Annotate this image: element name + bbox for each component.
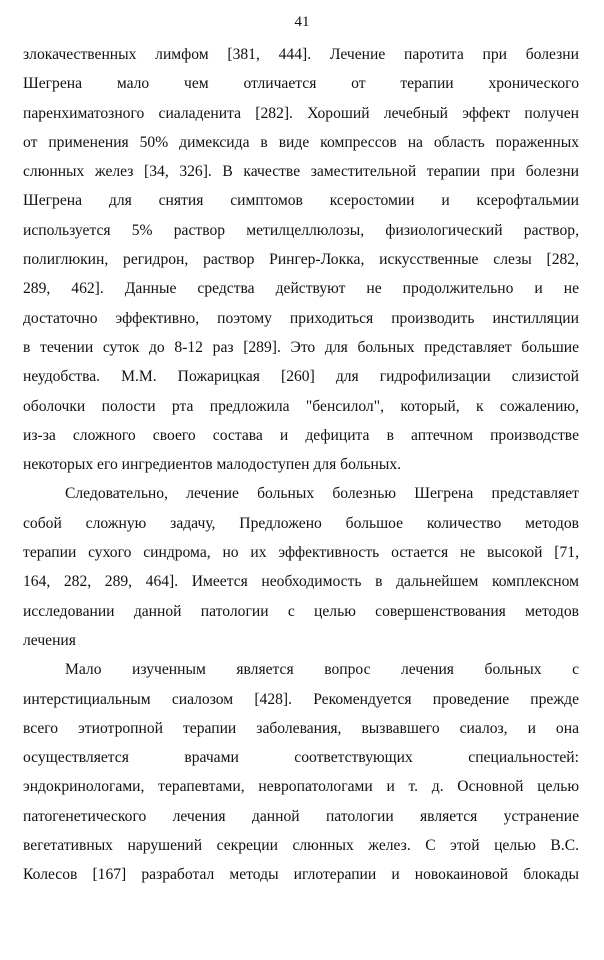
text-line: собой сложную задачу, Предложено большое количество методов (23, 514, 579, 532)
body-text (23, 40, 579, 890)
text-line: вегетативных нарушений секреции слюнных желез. С этой целью В.С. (23, 837, 579, 855)
text-line: в течении суток до 8-12 раз [289]. Это для больных представляет большие (23, 338, 579, 356)
text-line: используется 5% раствор метилцеллюлозы, физиологический раствор, (23, 221, 579, 239)
text-line: от применения 50% димексида в виде компрессов на область пораженных (23, 133, 579, 151)
text-line: осуществляется врачами соответствующих специальностей: (23, 749, 579, 767)
text-line: Шегрена для снятия симптомов ксеростомии и ксерофтальмии (23, 192, 579, 210)
text-line: из-за сложного своего состава и дефицита в аптечном производстве (23, 426, 579, 444)
text-line: патогенетического лечения данной патологии является устранение (23, 807, 579, 825)
text-line: Колесов [167] разработал методы иглотерапии и новокаиновой блокады (23, 866, 579, 884)
text-line: терапии сухого синдрома, но их эффективность остается не высокой [71, (23, 544, 579, 562)
text-line: лечения (23, 631, 76, 649)
text-line: слюнных желез [34, 326]. В качестве заместительной терапии при болезни (23, 163, 579, 181)
text-line: Следовательно, лечение больных болезнью Шегрена представляет (65, 485, 579, 503)
text-line: всего этиотропной терапии заболевания, вызвавшего сиалоз, и она (23, 719, 579, 737)
text-line: неудобства. М.М. Пожарицкая [260] для гидрофилизации слизистой (23, 368, 579, 386)
text-line: эндокринологами, терапевтами, невропатологами и т. д. Основной целью (23, 778, 579, 796)
page-number: 41 (294, 14, 310, 30)
text-line: Мало изученным является вопрос лечения больных с (65, 661, 579, 679)
text-line: 289, 462]. Данные средства действуют не продолжительно и не (23, 280, 579, 298)
paragraph (23, 40, 579, 479)
text-line: оболочки полости рта предложила "бенсилол", который, к сожалению, (23, 397, 579, 415)
text-line: исследовании данной патологии с целью совершенствования методов (23, 602, 579, 620)
text-line: полиглюкин, регидрон, раствор Рингер-Локка, искусственные слезы [282, (23, 251, 579, 269)
text-line: некоторых его ингредиентов малодоступен для больных. (23, 456, 402, 474)
text-line: Шегрена мало чем отличается от терапии хронического (23, 75, 579, 93)
text-line: интерстициальным сиалозом [428]. Рекомендуется проведение прежде (23, 690, 579, 708)
text-line: злокачественных лимфом [381, 444]. Лечение паротита при болезни (23, 46, 579, 63)
text-line: достаточно эффективно, поэтому приходиться производить инстилляции (23, 309, 579, 327)
text-line: паренхиматозного сиаладенита [282]. Хороший лечебный эффект получен (23, 104, 579, 122)
text-line: 164, 282, 289, 464]. Имеется необходимость в дальнейшем комплексном (23, 573, 579, 591)
paragraph (23, 479, 579, 655)
paragraph (23, 655, 579, 889)
